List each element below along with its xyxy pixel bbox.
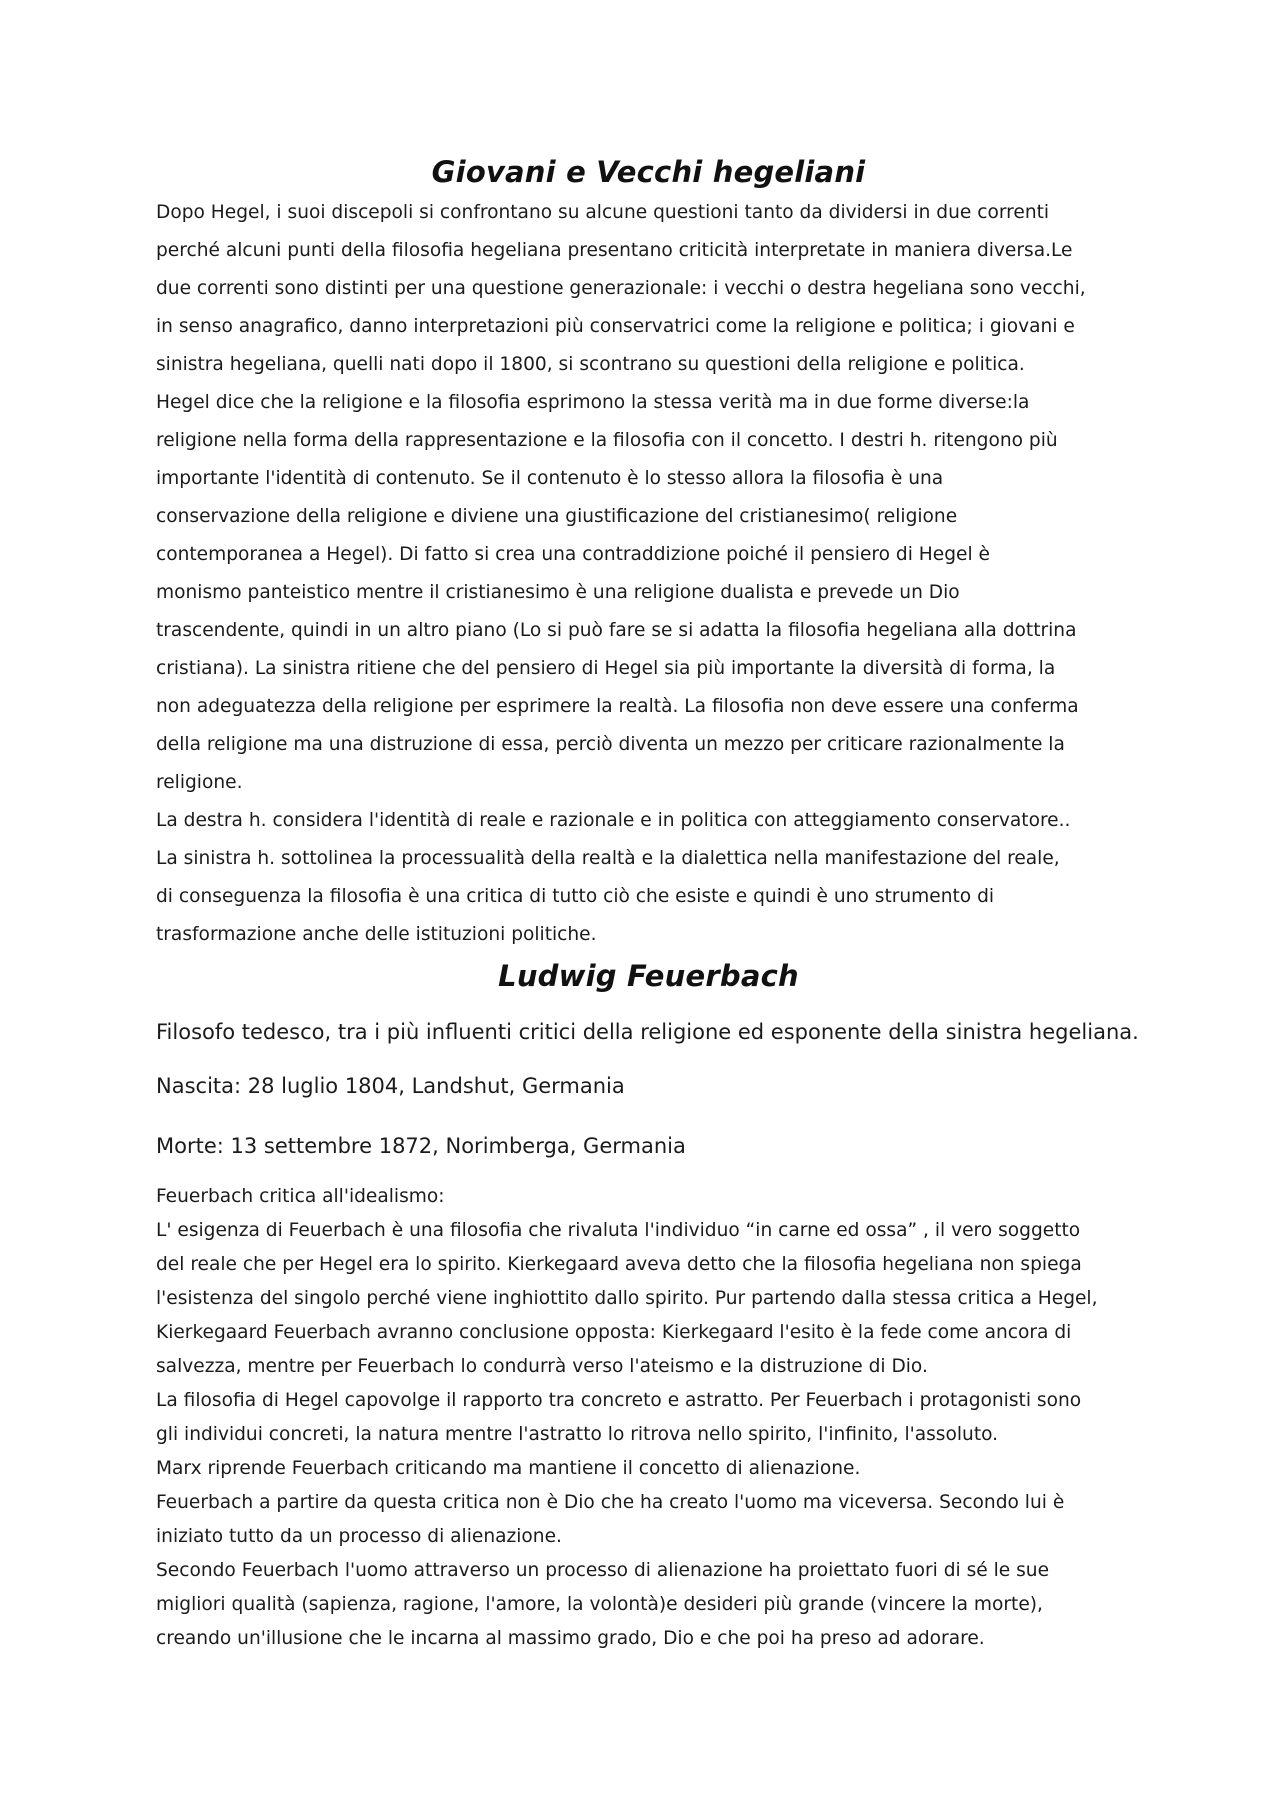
text-line: contemporanea a Hegel). Di fatto si crea una contraddizione poiché il pensiero di Hegel è (156, 544, 990, 565)
text-line: importante l'identità di contenuto. Se il contenuto è lo stesso allora la filosofia è una (156, 468, 944, 489)
text-line: trascendente, quindi in un altro piano (Lo si può fare se si adatta la filosofia hegeliana alla dottrina (156, 620, 1077, 641)
text-line: migliori qualità (sapienza, ragione, l'amore, la volontà)e desideri più grande (vincere la morte), (156, 1594, 1043, 1615)
text-line: salvezza, mentre per Feuerbach lo condurrà verso l'ateismo e la distruzione di Dio. (156, 1356, 928, 1377)
text-line: in senso anagrafico, danno interpretazioni più conservatrici come la religione e politica; i giovani e (156, 316, 1075, 337)
page-content (156, 150, 1141, 1656)
text-line: conservazione della religione e diviene una giustificazione del cristianesimo( religione (156, 506, 958, 527)
text-line: di conseguenza la filosofia è una critica di tutto ciò che esiste e quindi è uno strumento di (156, 886, 995, 907)
text-line: La sinistra h. sottolinea la processualità della realtà e la dialettica nella manifestazione del reale, (156, 848, 1060, 869)
text-line: iniziato tutto da un processo di alienazione. (156, 1526, 562, 1547)
text-line: La destra h. considera l'identità di reale e razionale e in politica con atteggiamento conservatore.. (156, 810, 1071, 831)
text-line: Feuerbach critica all'idealismo: (156, 1186, 445, 1207)
text-line: due correnti sono distinti per una questione generazionale: i vecchi o destra hegeliana sono vecchi, (156, 278, 1086, 299)
text-line: religione nella forma della rappresentazione e la filosofia con il concetto. I destri h. ritengono più (156, 430, 1058, 451)
text-line: l'esistenza del singolo perché viene inghiottito dallo spirito. Pur partendo dalla stessa critica a Hegel, (156, 1288, 1098, 1309)
text-line: Kierkegaard Feuerbach avranno conclusione opposta: Kierkegaard l'esito è la fede come ancora di (156, 1322, 1072, 1343)
text-line: non adeguatezza della religione per esprimere la realtà. La filosofia non deve essere una conferma (156, 696, 1079, 717)
text-line: perché alcuni punti della filosofia hegeliana presentano criticità interpretate in maniera diversa.Le (156, 240, 1073, 261)
text-line: Dopo Hegel, i suoi discepoli si confrontano su alcune questioni tanto da dividersi in due correnti (156, 202, 1050, 223)
text-line: sinistra hegeliana, quelli nati dopo il 1800, si scontrano su questioni della religione e politica. (156, 354, 1025, 375)
text-line: del reale che per Hegel era lo spirito. Kierkegaard aveva detto che la filosofia hegeliana non spiega (156, 1254, 1082, 1275)
text-line: gli individui concreti, la natura mentre l'astratto lo ritrova nello spirito, l'infinito, l'assoluto. (156, 1424, 999, 1445)
text-line: Feuerbach a partire da questa critica non è Dio che ha creato l'uomo ma viceversa. Secondo lui è (156, 1492, 1065, 1513)
text-line: cristiana). La sinistra ritiene che del pensiero di Hegel sia più importante la diversità di forma, la (156, 658, 1056, 679)
text-line: della religione ma una distruzione di essa, perciò diventa un mezzo per criticare razionalmente la (156, 734, 1065, 755)
feuerbach-death: Morte: 13 settembre 1872, Norimberga, Germania (156, 1134, 686, 1158)
text-line: Hegel dice che la religione e la filosofia esprimono la stessa verità ma in due forme diverse:la (156, 392, 1030, 413)
text-line: Marx riprende Feuerbach criticando ma mantiene il concetto di alienazione. (156, 1458, 861, 1479)
section-body-feuerbach (156, 1180, 1141, 1656)
section-title-hegeliani: Giovani e Vecchi hegeliani (431, 155, 866, 189)
text-line: monismo panteistico mentre il cristianesimo è una religione dualista e prevede un Dio (156, 582, 960, 603)
section-title-feuerbach: Ludwig Feuerbach (498, 959, 799, 993)
text-line: creando un'illusione che le incarna al massimo grado, Dio e che poi ha preso ad adorare. (156, 1628, 985, 1649)
feuerbach-birth: Nascita: 28 luglio 1804, Landshut, Germania (156, 1074, 625, 1098)
text-line: trasformazione anche delle istituzioni politiche. (156, 924, 597, 945)
text-line: Secondo Feuerbach l'uomo attraverso un processo di alienazione ha proiettato fuori di sé le sue (156, 1560, 1050, 1581)
text-line: La filosofia di Hegel capovolge il rapporto tra concreto e astratto. Per Feuerbach i protagonisti sono (156, 1390, 1082, 1411)
section-body-hegeliani (156, 194, 1141, 954)
text-line: L' esigenza di Feuerbach è una filosofia che rivaluta l'individuo “in carne ed ossa” , il vero soggetto (156, 1220, 1081, 1241)
text-line: religione. (156, 772, 243, 793)
feuerbach-intro: Filosofo tedesco, tra i più influenti critici della religione ed esponente della sinistra hegeliana. (156, 1020, 1139, 1044)
